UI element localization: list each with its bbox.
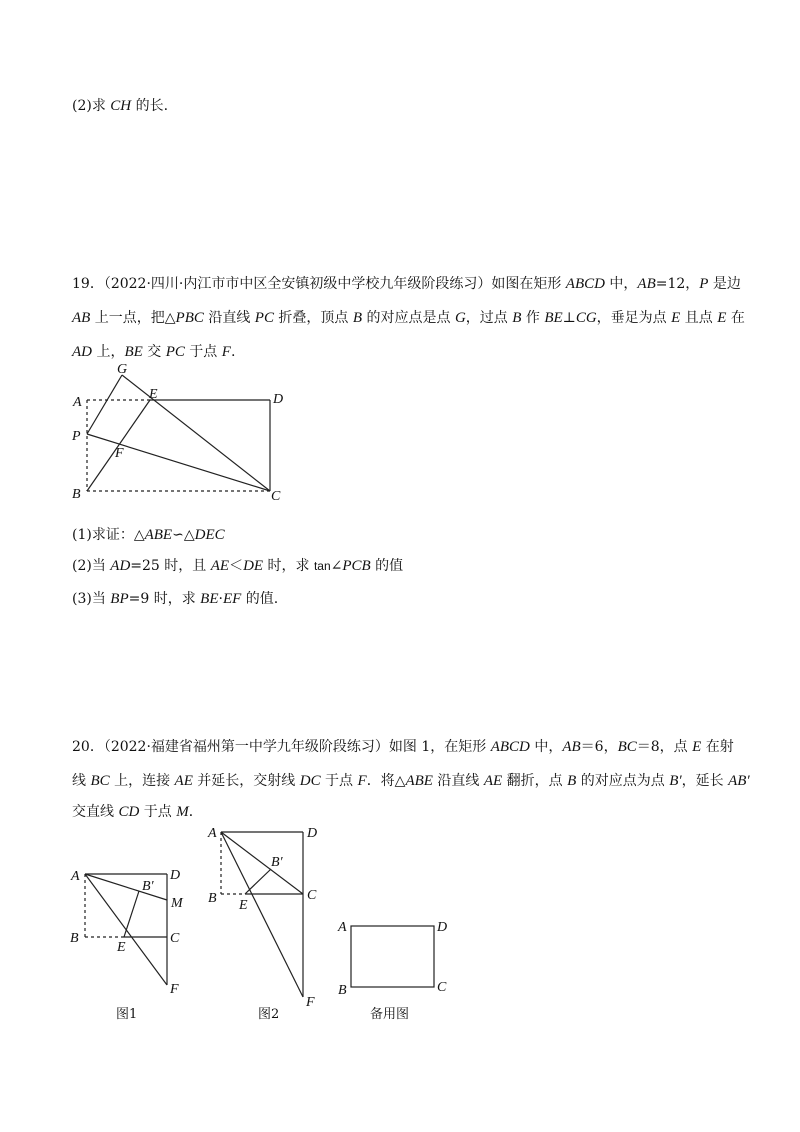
q20-figure-1 xyxy=(60,860,200,1030)
q20-figure-2 xyxy=(200,820,330,1030)
q19-stem-line1: 19．（2022·四川·内江市市中区全安镇初级中学校九年级阶段练习）如图在矩形 ABCD 中，AB=12，P 是边 xyxy=(72,276,741,292)
q19-label-b: B xyxy=(72,487,81,502)
fig1-label-b1: B′ xyxy=(142,879,154,894)
fig1-label-c: C xyxy=(170,931,180,946)
q19-part2: (2)当 AD=25 时，且 AE＜DE 时，求 tan∠PCB 的值 xyxy=(72,558,404,574)
fig3-label-a: A xyxy=(338,920,347,935)
fig1-label-f: F xyxy=(170,982,179,997)
q19-label-a: A xyxy=(73,395,82,410)
q18-part2: (2)求 CH 的长. xyxy=(72,98,169,114)
fig2-label-d: D xyxy=(307,826,318,841)
fig2-label-f: F xyxy=(306,995,315,1010)
q19-stem-line3: AD 上，BE 交 PC 于点 F. xyxy=(72,344,236,360)
fig3-label-d: D xyxy=(437,920,448,935)
q20-figure-spare xyxy=(330,915,460,1030)
q19-label-c: C xyxy=(271,489,281,504)
fig1-label-b: B xyxy=(70,931,79,946)
q19-figure xyxy=(60,360,300,510)
fig2-label-a: A xyxy=(208,826,217,841)
q20-stem-line1: 20．（2022·福建省福州第一中学九年级阶段练习）如图 1，在矩形 ABCD 中，AB＝6，BC＝8，点 E 在射 xyxy=(72,739,734,755)
q20-stem-line3: 交直线 CD 于点 M． xyxy=(72,804,203,820)
fig2-label-c: C xyxy=(307,888,317,903)
fig1-label-e: E xyxy=(117,940,126,955)
q19-label-d: D xyxy=(273,392,284,407)
fig2-caption: 图2 xyxy=(258,1007,280,1022)
fig3-label-c: C xyxy=(437,980,447,995)
q19-label-p: P xyxy=(72,429,81,444)
q19-part3: (3)当 BP=9 时，求 BE·EF 的值. xyxy=(72,591,279,607)
fig3-label-b: B xyxy=(338,983,347,998)
fig1-label-m: M xyxy=(171,896,183,911)
fig3-caption: 备用图 xyxy=(370,1007,410,1022)
fig1-caption: 图1 xyxy=(116,1007,138,1022)
q19-part1: (1)求证：△ABE∽△DEC xyxy=(72,527,225,543)
q19-label-f: F xyxy=(115,446,124,461)
fig1-label-a: A xyxy=(71,869,80,884)
fig2-label-b1: B′ xyxy=(271,855,283,870)
fig1-label-d: D xyxy=(170,868,181,883)
q19-stem-line2: AB 上一点，把△PBC 沿直线 PC 折叠，顶点 B 的对应点是点 G，过点 B 作 BE⊥CG，垂足为点 E 且点 E 在 xyxy=(72,310,745,326)
fig2-label-b: B xyxy=(208,891,217,906)
fig2-label-e: E xyxy=(239,898,248,913)
q19-label-g: G xyxy=(117,362,128,377)
q20-stem-line2: 线 BC 上，连接 AE 并延长，交射线 DC 于点 F．将△ABE 沿直线 AE 翻折，点 B 的对应点为点 B′，延长 AB′ xyxy=(72,773,750,789)
q19-label-e: E xyxy=(149,387,158,402)
